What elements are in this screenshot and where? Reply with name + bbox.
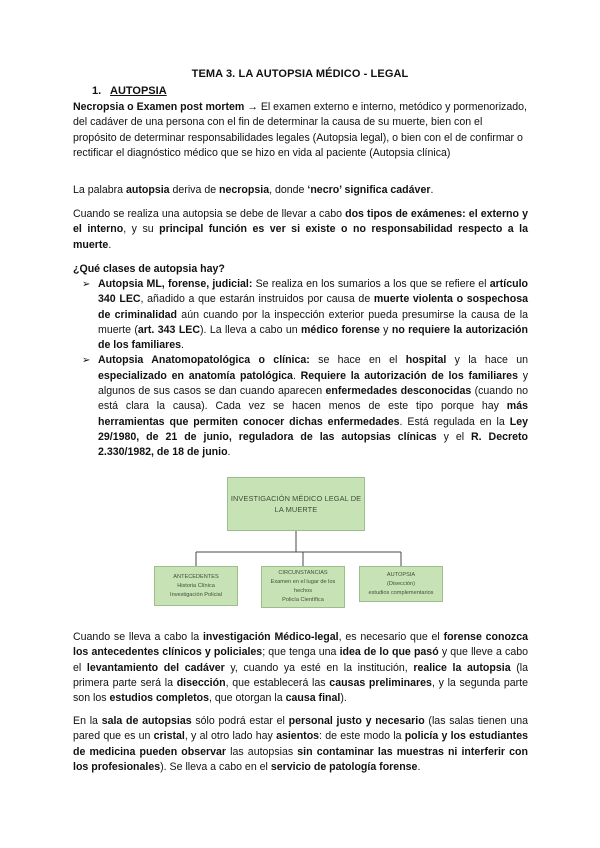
diagram-box-line: estudios complementarios	[368, 589, 434, 596]
diagram-box-title: CIRCUNSTANCIAS	[278, 570, 328, 576]
text: .	[417, 760, 421, 773]
bold-text: causa final	[285, 692, 341, 705]
bold-text: servicio de patología forense	[270, 760, 418, 773]
investigation-diagram	[149, 474, 451, 612]
diagram-box-title: ANTECEDENTES	[173, 573, 219, 580]
section-number: 1.	[92, 85, 102, 97]
diagram-box-line: (Disección)	[387, 580, 415, 587]
text: , y su	[123, 223, 160, 236]
bold-text: médico forense	[301, 323, 380, 336]
diagram-box-line: hechos	[293, 588, 313, 594]
bold-text: dos tipos de exámenes: el externo y el interno	[73, 208, 528, 236]
bold-text: estudios completos	[109, 692, 209, 705]
text: . Está regulada en la	[399, 415, 510, 428]
diagram-box-autopsia	[359, 566, 443, 602]
bold-text: personal justo y necesario	[288, 715, 425, 727]
text: .	[108, 238, 112, 251]
arrow-icon: →	[244, 101, 261, 113]
bold-text: Autopsia ML, forense, judicial:	[98, 278, 253, 290]
bold-text: causas preliminares	[329, 676, 432, 689]
text: y	[379, 323, 392, 336]
diagram-box-line: Policía Científica	[282, 597, 324, 603]
bold-text: especializado en anatomía patológica	[98, 369, 293, 382]
text: , y la segunda parte son los	[73, 676, 528, 705]
diagram-box-line: Investigación Policial	[170, 591, 222, 598]
bold-text: Requiere la autorización de los familiares	[300, 369, 518, 382]
bold-text: asientos	[276, 730, 320, 743]
bold-text: Ley 29/1980, de 21 de junio, reguladora de las autopsias clínicas	[98, 415, 529, 443]
text: , añadido a que estarán instruidos por causa de	[140, 293, 374, 306]
text: y la hace un	[446, 354, 529, 367]
text: deriva de	[169, 184, 220, 196]
text: .	[430, 184, 434, 196]
text: .	[292, 369, 301, 382]
bold-text: art. 343 LEC	[137, 323, 201, 336]
section-label: AUTOPSIA	[110, 85, 167, 97]
investigation-paragraph	[73, 630, 528, 706]
bold-text: disección	[176, 676, 226, 689]
diagram-root-line: INVESTIGACIÓN MÉDICO LEGAL DE	[230, 494, 362, 503]
text: , que establecerá las	[225, 676, 330, 689]
bold-text: levantamiento del cadáver	[86, 661, 225, 674]
text: las autopsias	[226, 745, 298, 758]
bold-text: más herramientas que permiten conocer dichas enfermedades	[98, 400, 528, 428]
diagram-box-line: Examen en el lugar de los	[270, 579, 336, 585]
diagram-box-title: AUTOPSIA	[386, 571, 416, 578]
question-heading	[73, 262, 528, 277]
diagram-root-line: LA MUERTE	[274, 505, 318, 514]
text: La palabra	[73, 184, 127, 196]
text: ). Se lleva a cabo en el	[160, 760, 271, 773]
bold-text: policía y los estudiantes de medicina pueden observar	[73, 730, 528, 758]
text: , y al otro lado hay	[184, 730, 277, 743]
question-text: ¿Qué clases de autopsia hay?	[73, 263, 225, 275]
text: , que otorgan la	[209, 692, 286, 705]
bold-text: sin contaminar las muestras ni interferir con los profesionales	[73, 745, 528, 773]
bold-text: principal función es ver si existe o no responsabilidad respecto a la muerte	[73, 223, 529, 251]
intro-paragraph	[73, 100, 528, 161]
bold-text: ‘necro’ significa cadáver	[307, 184, 431, 196]
bold-text: no requiere la autorización de los familiares	[98, 323, 528, 352]
text: , donde	[269, 184, 308, 196]
text: Se realiza en los sumarios a los que se refiere el	[252, 278, 490, 290]
bold-text: Autopsia Anatomopatológica o clínica:	[98, 354, 310, 367]
text: (las salas tienen una pared que es un	[73, 715, 528, 743]
text: : de este modo la	[319, 730, 405, 743]
text: Cuando se realiza una autopsia se debe de llevar a cabo	[73, 208, 346, 220]
bold-text: sala de autopsias	[101, 715, 192, 727]
diagram-box-antecedentes	[154, 566, 238, 606]
text: , es necesario que el	[338, 631, 444, 643]
text: se hace en el	[309, 354, 406, 367]
text: ; que tenga una	[262, 646, 340, 659]
bold-text: hospital	[405, 354, 447, 367]
sala-paragraph	[73, 714, 528, 775]
text: ).	[340, 692, 347, 705]
text: .	[181, 339, 184, 352]
text: aún cuando por la inspección exterior pueda presumirse la causa de la muerte (	[98, 308, 528, 336]
text: sólo podrá estar el	[191, 715, 289, 727]
arrow-bullet-icon: ➢	[82, 355, 91, 367]
text: (la primera parte será la	[73, 661, 529, 689]
bold-text: autopsia	[126, 184, 170, 196]
intro-text: El examen externo e interno, metódico y pormenorizado, del cadáver de una persona con el fin de determinar la causa de su muerte, bien con el propósito de determinar responsabilidades legales (Autopsia legal), o bien con el de confirmar o rectificar el diagnóstico médico que se hizo en vida al paciente (Autopsia clínica)	[73, 101, 527, 159]
arrow-bullet-icon: ➢	[82, 279, 91, 290]
bold-text: muerte violenta o sospechosa de criminalidad	[98, 293, 528, 321]
text: ). La lleva a cabo un	[200, 323, 302, 336]
diagram-box-circunstancias	[261, 566, 345, 608]
bold-text: realice la autopsia	[413, 661, 511, 674]
bold-text: R. Decreto 2.330/1982, de 18 de junio	[98, 430, 528, 459]
bold-text: cristal	[153, 730, 185, 743]
text: (cuando no está clara la causa). Cada vez se hacen menos de este tipo porque hay	[98, 385, 528, 413]
bold-text: artículo 340 LEC	[98, 278, 528, 306]
intro-term: Necropsia o Examen post mortem	[73, 101, 245, 113]
list-item	[73, 277, 528, 353]
document-title: TEMA 3. LA AUTOPSIA MÉDICO - LEGAL	[191, 68, 409, 80]
bold-text: idea de lo que pasó	[339, 646, 439, 659]
autopsy-types-list	[73, 277, 528, 461]
word-paragraph	[73, 183, 528, 198]
bold-text: forense conozca los antecedentes clínicos y policiales	[73, 631, 529, 659]
text: .	[227, 446, 231, 459]
text: y que lleve a cabo el	[73, 646, 529, 674]
exams-paragraph	[73, 207, 528, 253]
text: y el	[436, 430, 472, 443]
text: y algunos de sus casos se dan cuando aparecen	[98, 369, 529, 398]
diagram-root-box	[227, 477, 365, 531]
bold-text: necropsia	[219, 184, 270, 196]
diagram-box-line: Historia Clínica	[177, 582, 215, 589]
text: En la	[73, 715, 102, 727]
text: Cuando se lleva a cabo la	[73, 631, 203, 643]
section-heading	[92, 85, 167, 97]
list-item	[73, 353, 528, 460]
bold-text: investigación Médico-legal	[202, 631, 339, 643]
bold-text: enfermedades desconocidas	[325, 385, 472, 398]
text: y, cuando ya esté en la institución,	[224, 661, 414, 674]
